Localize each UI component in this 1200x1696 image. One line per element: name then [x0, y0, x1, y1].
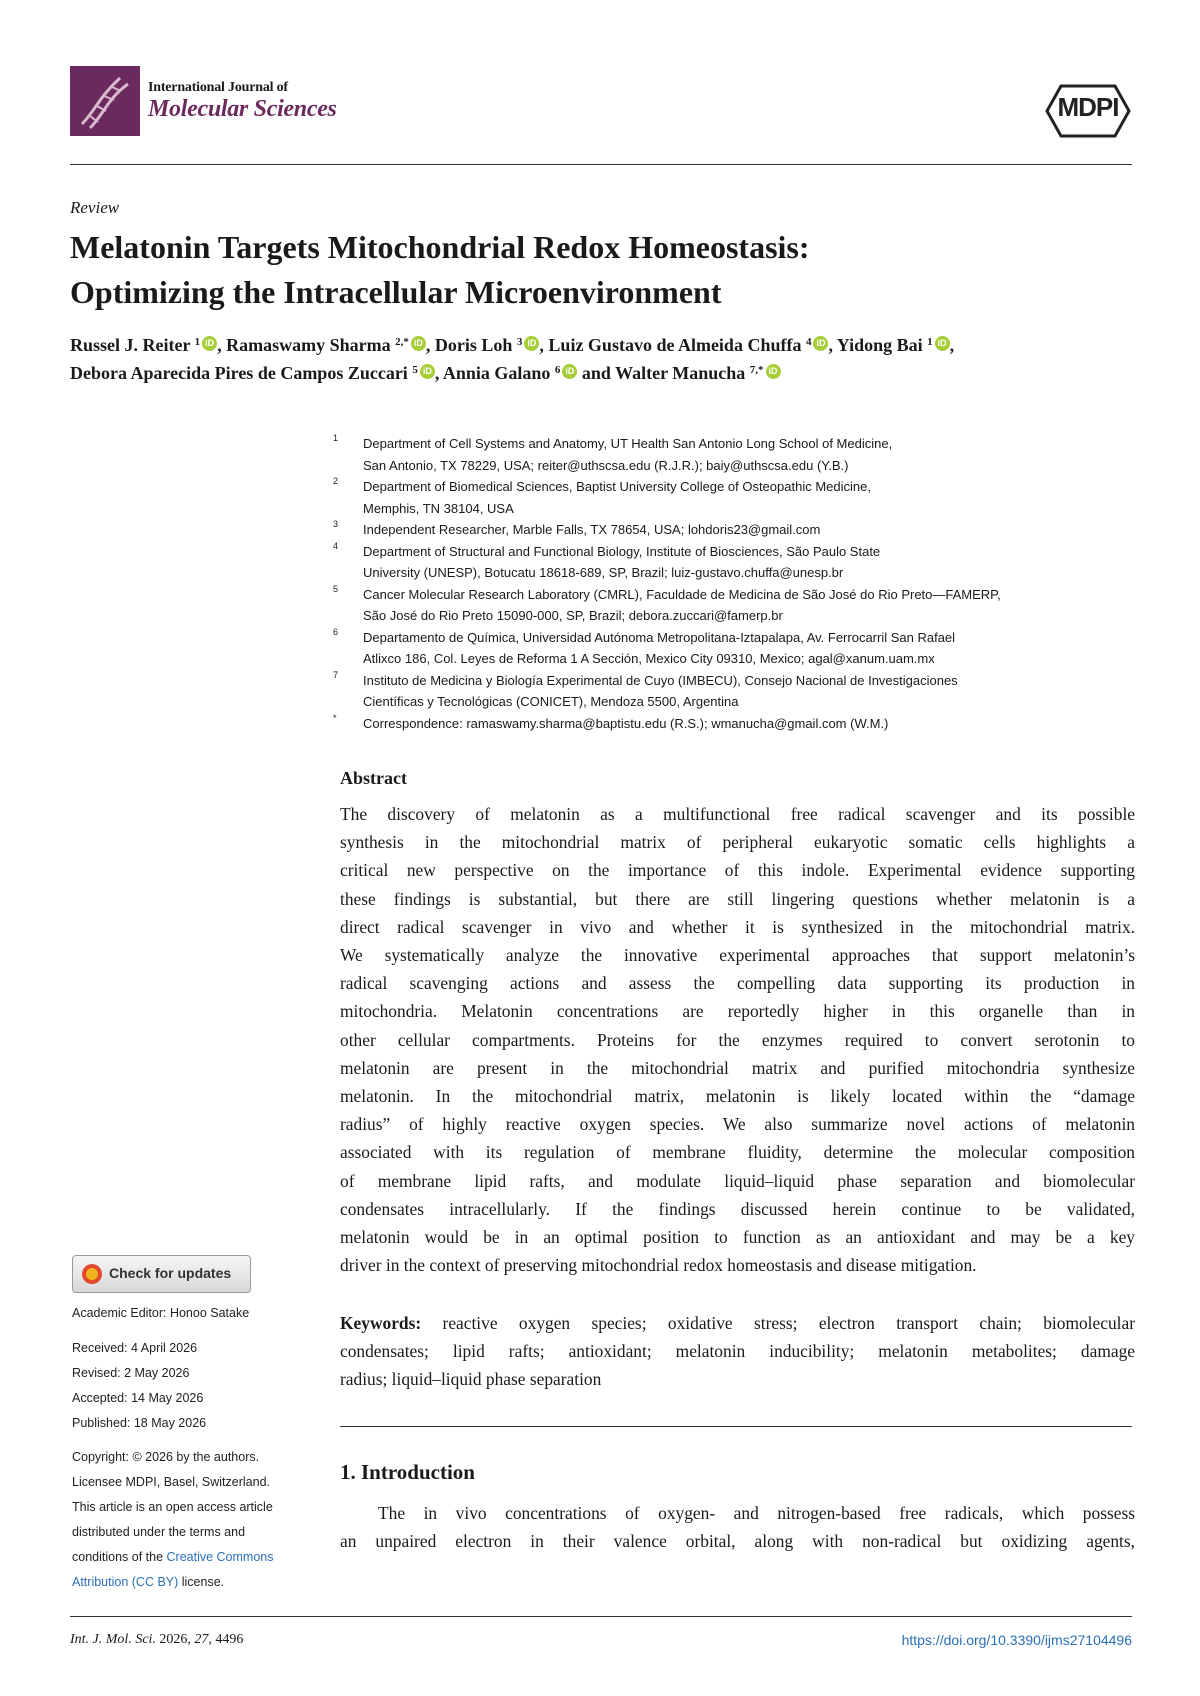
- author-name: Doris Loh: [434, 335, 513, 355]
- revised-date: Revised: 2 May 2026: [72, 1366, 190, 1380]
- affiliation-number: 6: [333, 626, 339, 637]
- article-type: Review: [70, 198, 120, 217]
- publisher-logo-icon[interactable]: [1045, 84, 1131, 138]
- license-link[interactable]: Creative Commons: [166, 1550, 274, 1564]
- copyright-line: Licensee MDPI, Basel, Switzerland.: [72, 1475, 271, 1489]
- affiliation-item: [333, 713, 1133, 735]
- affiliation-item: [333, 584, 1133, 627]
- footer-citation: Int. J. Mol. Sci. 2026, 27, 4496: [70, 1632, 244, 1647]
- keywords-line: radius; liquid–liquid phase separation: [340, 1369, 602, 1390]
- article-title: [70, 225, 1130, 315]
- author-name: Annia Galano: [442, 363, 551, 383]
- orcid-icon[interactable]: iD: [766, 364, 781, 379]
- abstract-line: mitochondria. Melatonin concentrations are reportedly higher in this organelle than in: [340, 1001, 1135, 1022]
- author-affiliation-ref: 5: [412, 364, 418, 376]
- abstract-line: melatonin would be in an optimal position to function as an antioxidant and may be a key: [340, 1227, 1135, 1248]
- affiliation-item: [333, 519, 1133, 541]
- affiliation-line: Instituto de Medicina y Biología Experimental de Cuyo (IMBECU), Consejo Nacional de Investigaciones: [363, 672, 958, 688]
- affiliation-line: Científicas y Tecnológicas (CONICET), Mendoza 5500, Argentina: [363, 694, 739, 709]
- publisher-name: MDPI: [1057, 92, 1119, 122]
- journal-name-line1: International Journal of: [148, 80, 288, 95]
- author-line: Russel J. Reiter $^1$ iD , Ramaswamy Sharma $^{2,*}$ iD , Doris Loh $^3$ iD , Luiz Gustavo de Almeida Chuffa $^4$ iD , Yidong Bai $^1$ iD ,: [70, 335, 955, 355]
- academic-editor: Academic Editor: Honoo Satake: [72, 1306, 250, 1320]
- abstract-line: radius” of highly reactive oxygen species. We also summarize novel actions of melatonin: [340, 1114, 1135, 1135]
- affiliation-line: San Antonio, TX 78229, USA; reiter@uthscsa.edu (R.J.R.); baiy@uthscsa.edu (Y.B.): [363, 457, 849, 473]
- section-heading: 1. Introduction: [340, 1460, 475, 1484]
- abstract-line: melatonin. In the mitochondrial matrix, melatonin is likely located within the “damage: [340, 1086, 1135, 1107]
- copyright-line: This article is an open access article: [72, 1500, 273, 1514]
- affiliation-number: 3: [333, 519, 339, 529]
- orcid-icon[interactable]: iD: [411, 336, 426, 351]
- author-name: Luiz Gustavo de Almeida Chuffa: [548, 335, 802, 355]
- received-date: Received: 4 April 2026: [72, 1341, 198, 1355]
- orcid-icon[interactable]: iD: [524, 336, 539, 351]
- copyright-line: Attribution (CC BY) license.: [72, 1575, 225, 1589]
- check-updates-icon: [82, 1264, 102, 1284]
- abstract-line: driver in the context of preserving mitochondrial redox homeostasis and disease mitigation.: [340, 1255, 977, 1276]
- affiliation-line: Memphis, TN 38104, USA: [363, 500, 514, 516]
- affiliation-line: Cancer Molecular Research Laboratory (CMRL), Faculdade de Medicina de São José do Rio Preto—FAMERP,: [363, 586, 1001, 602]
- author-name: Ramaswamy Sharma: [226, 335, 391, 355]
- affiliation-line: Department of Structural and Functional Biology, Institute of Biosciences, São Paulo State: [363, 543, 881, 559]
- affiliation-item: [333, 627, 1133, 670]
- journal-logo-icon: [70, 66, 140, 136]
- introduction-body: [340, 1499, 1135, 1555]
- affiliation-line: São José do Rio Preto 15090-000, SP, Brazil; debora.zuccari@famerp.br: [363, 608, 783, 623]
- affiliation-number: 4: [333, 540, 339, 551]
- affiliation-item: [333, 476, 1133, 519]
- orcid-icon[interactable]: iD: [562, 364, 577, 379]
- abstract-line: these findings is substantial, but there are still lingering questions whether melatonin is a: [340, 888, 1135, 909]
- affiliation-line: Independent Researcher, Marble Falls, TX 78654, USA; lohdoris23@gmail.com: [363, 522, 821, 537]
- affiliation-line: University (UNESP), Botucatu 18618-689, SP, Brazil; luiz-gustavo.chuffa@unesp.br: [363, 565, 844, 580]
- affiliation-number: 2: [333, 476, 339, 486]
- abstract-heading: Abstract: [340, 768, 407, 788]
- abstract-line: condensates intracellularly. If the findings discussed herein continue to be validated,: [340, 1198, 1135, 1219]
- affiliation-item: [333, 541, 1133, 584]
- author-affiliation-ref: 2,*: [395, 336, 409, 348]
- keywords-line: condensates; lipid rafts; antioxidant; melatonin inducibility; melatonin metabolites; damage: [340, 1341, 1135, 1362]
- author-affiliation-ref: 3: [516, 336, 523, 348]
- abstract-line: The discovery of melatonin as a multifunctional free radical scavenger and its possible: [340, 804, 1135, 824]
- author-affiliation-ref: 4: [805, 336, 812, 348]
- affiliation-number: 1: [333, 433, 339, 443]
- copyright-line: distributed under the terms and: [72, 1525, 246, 1539]
- author-list: [70, 331, 1135, 387]
- keywords: [340, 1309, 1135, 1394]
- doi-link[interactable]: https://doi.org/10.3390/ijms27104496: [901, 1632, 1132, 1648]
- affiliation-line: Departamento de Química, Universidad Autónoma Metropolitana-Iztapalapa, Av. Ferrocarril San Rafael: [363, 629, 956, 645]
- abstract-line: We systematically analyze the innovative experimental approaches that support melatonin’s: [340, 945, 1135, 966]
- affiliation-number: 7: [333, 669, 339, 680]
- author-affiliation-ref: 1: [927, 336, 933, 348]
- abstract-line: critical new perspective on the importance of this indole. Experimental evidence supporting: [340, 860, 1135, 881]
- title-line: Optimizing the Intracellular Microenvironment: [70, 274, 722, 310]
- affiliation-line: Department of Biomedical Sciences, Baptist University College of Osteopathic Medicine,: [363, 479, 871, 494]
- abstract-line: synthesis in the mitochondrial matrix of peripheral eukaryotic somatic cells highlights a: [340, 832, 1135, 853]
- affiliation-item: [333, 670, 1133, 713]
- title-line: Melatonin Targets Mitochondrial Redox Homeostasis:: [70, 229, 810, 265]
- accepted-date: Accepted: 14 May 2026: [72, 1391, 204, 1405]
- abstract-line: of membrane lipid rafts, and modulate liquid–liquid phase separation and biomolecular: [340, 1170, 1135, 1191]
- author-affiliation-ref: 1: [194, 336, 201, 348]
- section-divider: [340, 1426, 1132, 1427]
- footer-divider: [70, 1616, 1132, 1617]
- orcid-icon[interactable]: iD: [935, 336, 950, 351]
- abstract-line: direct radical scavenger in vivo and whether it is synthesized in the mitochondrial matrix.: [340, 916, 1135, 937]
- affiliation-line: Department of Cell Systems and Anatomy, UT Health San Antonio Long School of Medicine,: [363, 436, 893, 451]
- affiliation-line: Correspondence: ramaswamy.sharma@baptistu.edu (R.S.); wmanucha@gmail.com (W.M.): [363, 715, 889, 731]
- orcid-icon[interactable]: iD: [813, 336, 828, 351]
- author-name: Walter Manucha: [615, 363, 746, 383]
- affiliation-item: [333, 433, 1133, 476]
- orcid-icon[interactable]: iD: [420, 364, 435, 379]
- author-name: Yidong Bai: [836, 335, 923, 355]
- author-name: Debora Aparecida Pires de Campos Zuccari: [70, 363, 408, 383]
- author-affiliation-ref: 7,*: [749, 364, 764, 376]
- abstract-line: melatonin are present in the mitochondrial matrix and purified mitochondria synthesize: [340, 1057, 1135, 1078]
- abstract-line: associated with its regulation of membrane fluidity, determine the molecular composition: [340, 1142, 1135, 1163]
- keywords-label: Keywords:: [340, 1313, 422, 1333]
- published-date: Published: 18 May 2026: [72, 1416, 207, 1430]
- author-line: Debora Aparecida Pires de Campos Zuccari $^5$ iD , Annia Galano $^6$ iD and Walter Manucha $^{7,*}$ iD: [70, 359, 1135, 387]
- keywords-line: Keywords: reactive oxygen species; oxidative stress; electron transport chain; biomolecular: [340, 1313, 1135, 1333]
- abstract-line: other cellular compartments. Proteins for the enzymes required to convert serotonin to: [340, 1029, 1135, 1050]
- abstract-body: [340, 800, 1135, 1279]
- check-for-updates-button[interactable]: [72, 1255, 251, 1293]
- header-divider: [70, 164, 1132, 165]
- orcid-icon[interactable]: iD: [202, 336, 217, 351]
- affiliation-line: Atlixco 186, Col. Leyes de Reforma 1 A Sección, Mexico City 09310, Mexico; agal@xanum.uam.mx: [363, 651, 935, 666]
- check-updates-label: Check for updates: [109, 1265, 232, 1281]
- affiliations: [333, 433, 1133, 734]
- author-affiliation-ref: 6: [554, 364, 561, 376]
- author-name: Russel J. Reiter: [70, 335, 191, 355]
- abstract-line: radical scavenging actions and assess the compelling data supporting its production in: [340, 973, 1135, 994]
- license-link[interactable]: Attribution (CC BY): [72, 1575, 179, 1589]
- body-line: The in vivo concentrations of oxygen- and nitrogen-based free radicals, which possess: [378, 1503, 1135, 1523]
- affiliation-number: *: [333, 712, 337, 723]
- affiliation-number: 5: [333, 583, 339, 594]
- journal-name-line2: Molecular Sciences: [148, 96, 337, 122]
- copyright-line: Copyright: © 2026 by the authors.: [72, 1450, 260, 1464]
- copyright-line: conditions of the Creative Commons: [72, 1550, 274, 1564]
- body-line: an unpaired electron in their valence orbital, along with non-radical but oxidizing agents,: [340, 1531, 1135, 1552]
- author-conjunction: and: [581, 363, 611, 383]
